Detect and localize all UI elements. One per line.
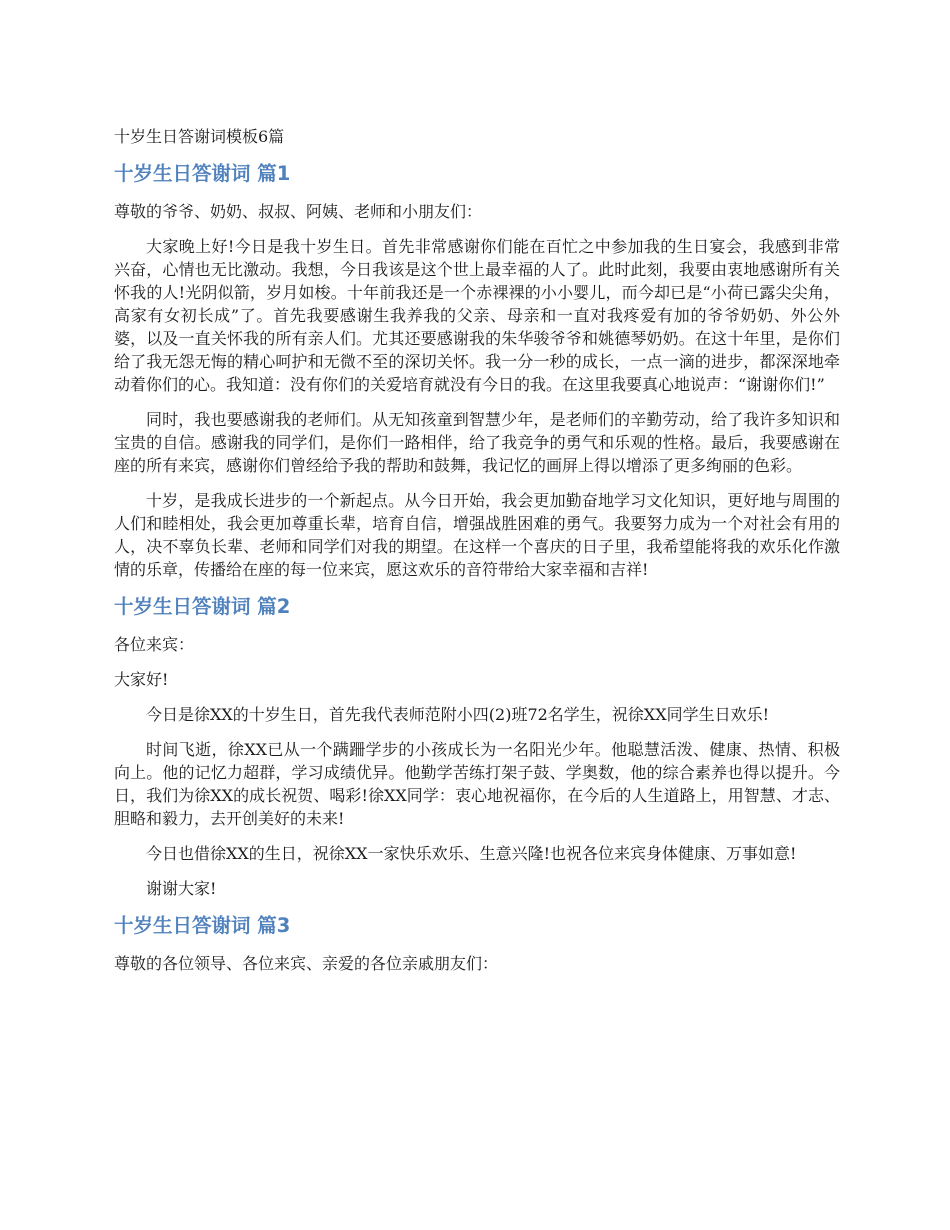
body-paragraph: 时间飞逝，徐XX已从一个蹒跚学步的小孩成长为一名阳光少年。他聪慧活泼、健康、热情、积极向上。他的记忆力超群，学习成绩优异。他勤学苦练打架子鼓、学奥数，他的综合素养也得以提升。今日，我们为徐XX的成长祝贺、喝彩!徐XX同学：衷心地祝福你，在今后的人生道路上，用智慧、才志、胆略和毅力，去开创美好的未来!: [114, 740, 840, 828]
document-title: 十岁生日答谢词模板6篇: [114, 127, 285, 146]
body-paragraph: 大家晚上好!今日是我十岁生日。首先非常感谢你们能在百忙之中参加我的生日宴会，我感到非常兴奋，心情也无比激动。我想，今日我该是这个世上最幸福的人了。此时此刻，我要由衷地感谢所有关怀我的人!光阴似箭，岁月如梭。十年前我还是一个赤裸裸的小小婴儿，而今却已是“小荷已露尖尖角，高家有女初长成”了。首先我要感谢生我养我的父亲、母亲和一直对我疼爱有加的爷爷奶奶、外公外婆，以及一直关怀我的所有亲人们。尤其还要感谢我的朱华骏爷爷和姚德琴奶奶。在这十年里，是你们给了我无怨无悔的精心呵护和无微不至的深切关怀。我一分一秒的成长，一点一滴的进步，都深深地牵动着你们的心。我知道：没有你们的关爱培育就没有今日的我。在这里我要真心地说声：“谢谢你们!”: [114, 237, 840, 394]
section-3: [114, 912, 840, 975]
salutation: 尊敬的爷爷、奶奶、叔叔、阿姨、老师和小朋友们：: [114, 202, 483, 221]
greeting: 大家好!: [114, 670, 169, 689]
body-paragraph: 同时，我也要感谢我的老师们。从无知孩童到智慧少年，是老师们的辛勤劳动，给了我许多知识和宝贵的自信。感谢我的同学们，是你们一路相伴，给了我竞争的勇气和乐观的性格。最后，我要感谢在座的所有来宾，感谢你们曾经给予我的帮助和鼓舞，我记忆的画屏上得以增添了更多绚丽的色彩。: [114, 410, 840, 475]
salutation: 尊敬的各位领导、各位来宾、亲爱的各位亲戚朋友们：: [114, 954, 499, 973]
body-paragraph: 十岁，是我成长进步的一个新起点。从今日开始，我会更加勤奋地学习文化知识，更好地与周围的人们和睦相处，我会更加尊重长辈，培育自信，增强战胜困难的勇气。我要努力成为一个对社会有用的人，决不辜负长辈、老师和同学们对我的期望。在这样一个喜庆的日子里，我希望能将我的欢乐化作激情的乐章，传播给在座的每一位来宾，愿这欢乐的音符带给大家幸福和吉祥!: [114, 491, 840, 579]
section-heading: 十岁生日答谢词 篇2: [114, 595, 291, 618]
closing-line: 谢谢大家!: [146, 879, 217, 898]
section-heading: 十岁生日答谢词 篇3: [114, 914, 291, 937]
document-body: [114, 124, 840, 987]
section-heading: 十岁生日答谢词 篇1: [114, 162, 291, 185]
section-1: [114, 160, 840, 581]
salutation: 各位来宾：: [114, 635, 195, 654]
body-paragraph: 今日是徐XX的十岁生日，首先我代表师范附小四(2)班72名学生，祝徐XX同学生日欢乐!: [146, 705, 770, 724]
section-2: [114, 593, 840, 900]
body-paragraph: 今日也借徐XX的生日，祝徐XX一家快乐欢乐、生意兴隆!也祝各位来宾身体健康、万事如意!: [146, 844, 797, 863]
